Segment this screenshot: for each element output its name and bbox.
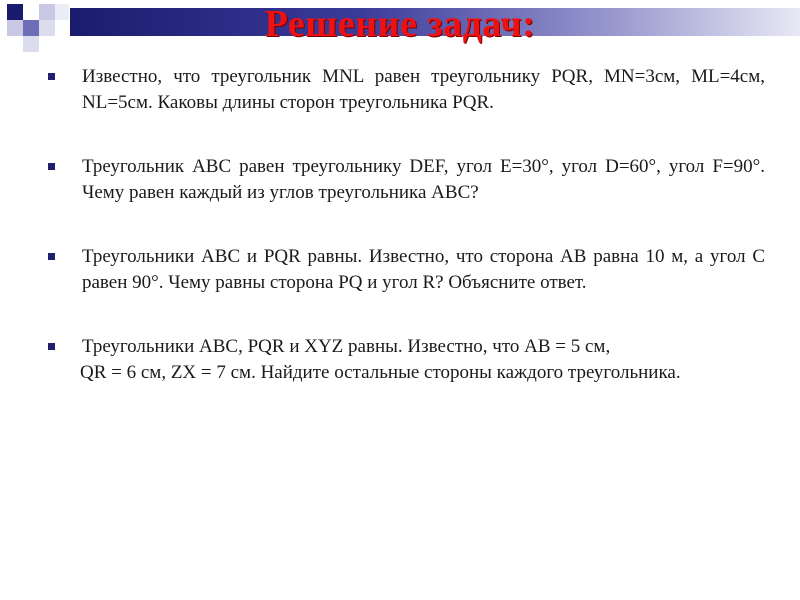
list-item <box>48 64 765 116</box>
square-bullet-icon <box>48 73 55 80</box>
list-item <box>48 154 765 206</box>
task-text: Известно, что треугольник MNL равен треугольнику PQR, MN=3см, ML=4см, NL=5см. Каковы длины сторон треугольника PQR. <box>82 66 765 113</box>
list-item <box>48 244 765 296</box>
slide-title: Решение задач: <box>264 3 536 45</box>
task-text: Треугольники ABC, PQR и XYZ равны. Известно, что AB = 5 см, <box>82 336 611 357</box>
square-bullet-icon <box>48 253 55 260</box>
task-text: Треугольник ABC равен треугольнику DEF, угол E=30°, угол D=60°, угол F=90°. Чему равен каждый из углов треугольника ABC? <box>82 156 765 203</box>
task-text-continuation: QR = 6 см, ZX = 7 см. Найдите остальные стороны каждого треугольника. <box>80 362 681 383</box>
list-item <box>48 334 765 386</box>
square-bullet-icon <box>48 163 55 170</box>
task-text: Треугольники ABC и PQR равны. Известно, что сторона AB равна 10 м, а угол C равен 90°. Чему равны сторона PQ и угол R? Объясните ответ. <box>82 246 765 293</box>
task-list <box>48 64 765 386</box>
square-bullet-icon <box>48 343 55 350</box>
